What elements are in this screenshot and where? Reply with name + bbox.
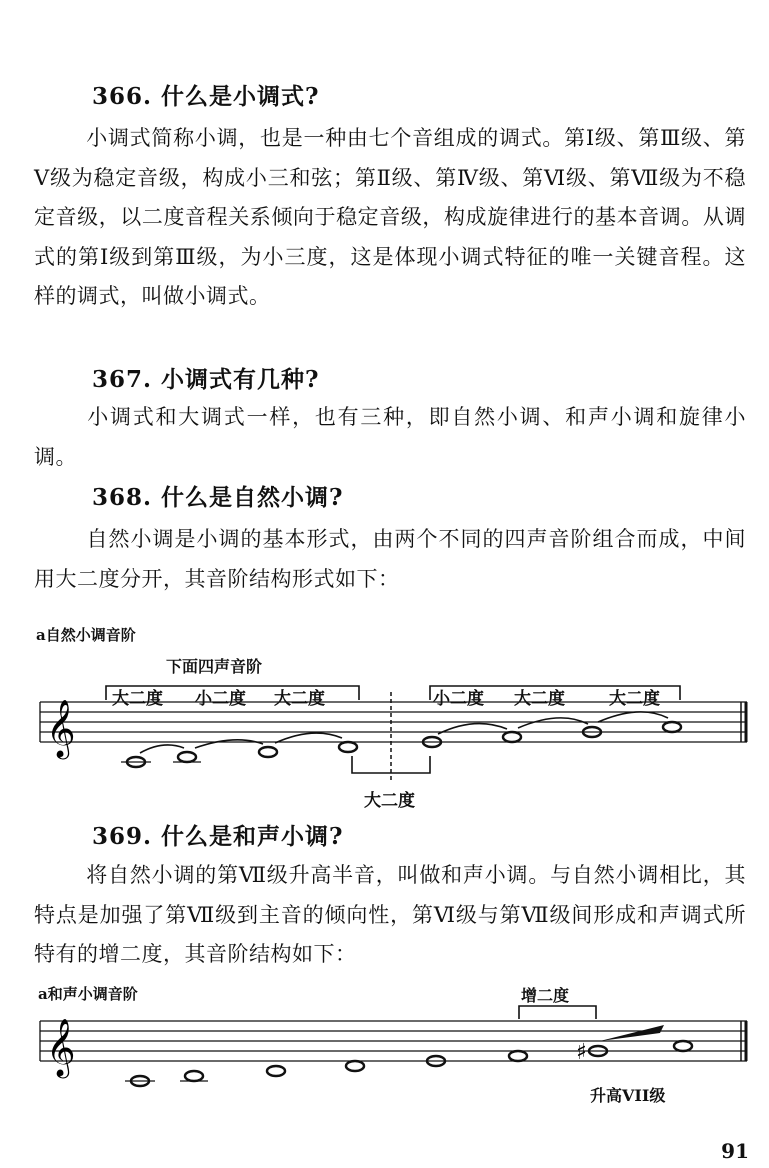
interval-label: 大二度 xyxy=(514,689,565,709)
note-a4 xyxy=(674,1041,692,1051)
interval-label: 大二度 xyxy=(112,689,163,709)
note-d4 xyxy=(339,742,357,752)
figure1-caption: a自然小调音阶 xyxy=(36,626,136,644)
question-369-body: 将自然小调的第Ⅶ级升高半音，叫做和声小调。与自然小调相比，其特点是加强了第Ⅶ级到主音的倾向性，第Ⅵ级与第Ⅶ级间形成和声调式所特有的增二度，其音阶结构如下： xyxy=(34,863,746,966)
augmented-second-label: 增二度 xyxy=(521,986,570,1005)
figure2-caption: a和声小调音阶 xyxy=(38,985,138,1003)
sharp-icon: ♯ xyxy=(576,1040,587,1065)
treble-clef-icon: 𝄞 xyxy=(46,1018,76,1076)
note-c4 xyxy=(259,747,277,757)
page-number: 91 xyxy=(721,1139,749,1163)
interval-label: 大二度 xyxy=(274,689,325,709)
question-369-heading: 369. 什么是和声小调? xyxy=(92,823,344,850)
note-b3 xyxy=(185,1071,203,1081)
note-a4 xyxy=(663,722,681,732)
question-368-heading: 368. 什么是自然小调? xyxy=(92,484,344,511)
question-366-body: 小调式简称小调，也是一种由七个音组成的调式。第Ⅰ级、第Ⅲ级、第Ⅴ级为稳定音级，构成小三和弦；第Ⅱ级、第Ⅳ级、第Ⅵ级、第Ⅶ级为不稳定音级，以二度音程关系倾向于稳定音级，构成旋律进行的基本音调。从调式的第Ⅰ级到第Ⅲ级，为小三度，这是体现小调式特征的唯一关键音程。这样的调式，叫做小调式。 xyxy=(34,126,746,308)
lower-tetrachord-label: 下面四声音阶 xyxy=(166,657,263,676)
interval-label: 大二度 xyxy=(609,689,660,709)
note-d4 xyxy=(346,1061,364,1071)
middle-interval-label: 大二度 xyxy=(364,791,415,811)
note-f4 xyxy=(509,1051,527,1061)
question-366-heading: 366. 什么是小调式? xyxy=(92,83,320,110)
note-f4 xyxy=(503,732,521,742)
interval-label: 小二度 xyxy=(433,689,484,709)
note-c4 xyxy=(267,1066,285,1076)
question-367-heading: 367. 小调式有几种? xyxy=(92,366,320,393)
interval-label: 小二度 xyxy=(195,689,246,709)
treble-clef-icon: 𝄞 xyxy=(46,699,76,757)
question-367-body: 小调式和大调式一样，也有三种，即自然小调、和声小调和旋律小调。 xyxy=(34,405,746,469)
question-368-body: 自然小调是小调的基本形式，由两个不同的四声音阶组合而成，中间用大二度分开，其音阶结构形式如下： xyxy=(34,527,746,591)
raised-seventh-label: 升高VII级 xyxy=(590,1086,666,1105)
note-b3 xyxy=(178,752,196,762)
